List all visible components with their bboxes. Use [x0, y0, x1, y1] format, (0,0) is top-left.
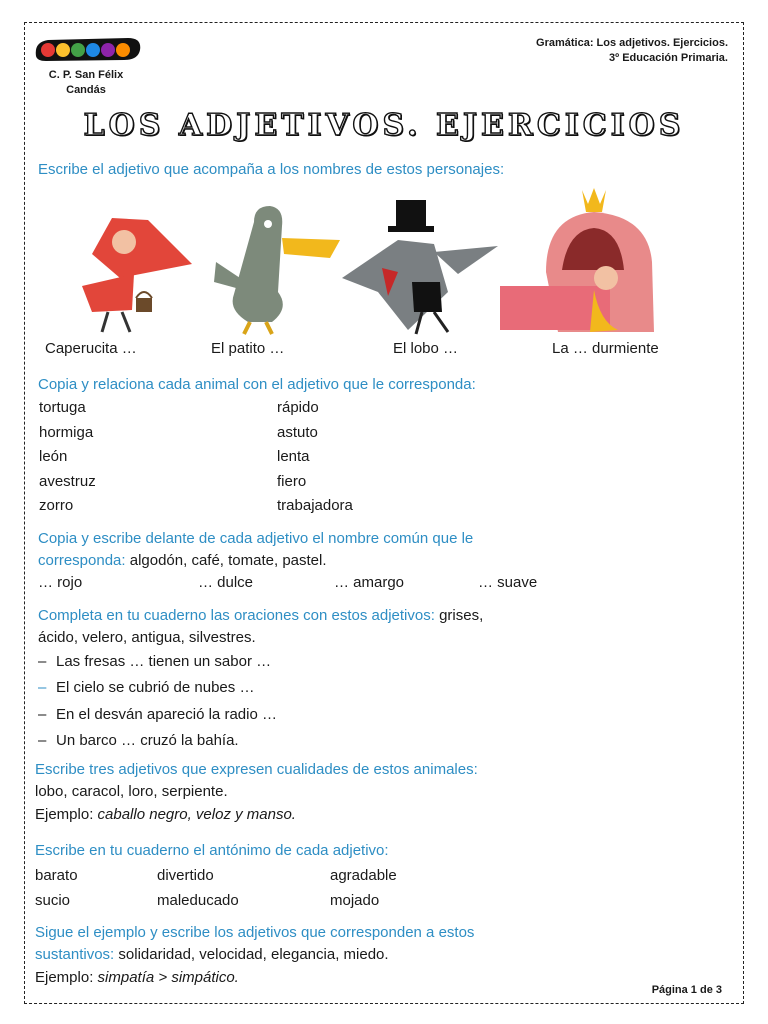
sec3-item: … dulce — [198, 574, 254, 591]
sentence-text: Un barco … cruzó la bahía. — [56, 732, 239, 749]
sec5-instruction — [35, 759, 478, 803]
school-line1: C. P. San Félix — [48, 69, 124, 81]
subject-line1: Gramática: Los adjetivos. Ejercicios. — [536, 37, 728, 49]
caption-durmiente: La … durmiente — [552, 340, 659, 357]
caption-lobo: El lobo … — [393, 340, 459, 357]
animal-item: avestruz — [39, 472, 96, 490]
antonym-col2 — [157, 863, 239, 913]
sleeping-beauty-illustration — [498, 182, 660, 338]
sec7-instruction-line2 — [35, 944, 474, 966]
animal-item: zorro — [39, 497, 74, 514]
sec7-instruction — [35, 922, 474, 966]
sec4-words-a: grises, — [439, 607, 484, 624]
sec2-instruction: Copia y relaciona cada animal con el adjetivo que le corresponda: — [38, 376, 476, 393]
animal-item: león — [39, 448, 68, 465]
sec3-instruction-line1: Copia y escribe delante de cada adjetivo el nombre común que le — [38, 530, 474, 547]
caption-patito: El patito … — [211, 340, 285, 357]
antonym-item: sucio — [35, 892, 71, 909]
antonym-col3 — [330, 863, 397, 913]
sec4-instruction — [38, 605, 483, 649]
adjective-item: rápido — [277, 399, 319, 416]
antonym-item: agradable — [330, 867, 397, 884]
adjective-item: fiero — [277, 472, 307, 490]
adjective-list — [277, 396, 353, 519]
sec3-item: … suave — [478, 574, 538, 591]
sentence-1 — [38, 653, 271, 670]
sec7-instruction-line2-text: sustantivos: — [35, 946, 115, 963]
subject-line2: 3º Educación Primaria. — [609, 52, 728, 64]
dash-marker: – — [38, 679, 47, 696]
red-riding-hood-illustration — [62, 182, 202, 338]
sec5-instruction-text: Escribe tres adjetivos que expresen cualidades de estos animales: — [35, 761, 478, 778]
antonym-item: mojado — [330, 892, 380, 909]
sec4-instruction-text: Completa en tu cuaderno las oraciones con estos adjetivos: — [38, 607, 435, 624]
page-number: Página 1 de 3 — [651, 984, 722, 996]
duckling-illustration — [210, 182, 350, 338]
antonym-item: divertido — [157, 867, 214, 884]
sentence-2 — [38, 679, 254, 696]
example-label: Ejemplo: — [35, 969, 94, 986]
school-name — [36, 68, 136, 98]
antonym-item: barato — [35, 867, 78, 884]
dash-marker: – — [38, 653, 47, 670]
example-text: simpatía > simpático. — [97, 969, 239, 986]
caption-caperucita: Caperucita … — [45, 340, 137, 357]
sec4-words-b: ácido, velero, antigua, silvestres. — [38, 629, 256, 646]
adjective-item: trabajadora — [277, 497, 353, 514]
dash-marker: – — [38, 732, 47, 749]
dash-marker: – — [38, 706, 47, 723]
sec3-instruction-line2-text: corresponda: — [38, 552, 126, 569]
animal-item: hormiga — [39, 423, 94, 441]
sec3-item: … rojo — [38, 574, 83, 591]
sentence-text: En el desván apareció la radio … — [56, 706, 277, 723]
sec1-instruction: Escribe el adjetivo que acompaña a los nombres de estos personajes: — [38, 161, 505, 178]
sec5-animals: lobo, caracol, loro, serpiente. — [35, 783, 228, 800]
sec3-item: … amargo — [334, 574, 405, 591]
antonym-col1 — [35, 863, 78, 913]
animal-item: tortuga — [39, 399, 86, 416]
sentence-text: El cielo se cubrió de nubes … — [56, 679, 255, 696]
sec7-words: solidaridad, velocidad, elegancia, miedo. — [118, 946, 389, 963]
wolf-illustration — [338, 182, 508, 338]
example-text: caballo negro, veloz y manso. — [97, 806, 296, 823]
sec6-instruction: Escribe en tu cuaderno el antónimo de cada adjetivo: — [35, 842, 389, 859]
animal-list — [39, 396, 96, 519]
page-title: LOS ADJETIVOS. EJERCICIOS — [83, 108, 685, 143]
sec4-instruction-line1 — [38, 605, 483, 627]
sec5-example — [35, 805, 296, 825]
sec3-instruction — [38, 528, 473, 572]
sentence-text: Las fresas … tienen un sabor … — [56, 653, 272, 670]
sentence-3 — [38, 706, 277, 723]
subject-header — [536, 36, 728, 66]
sec3-instruction-line2 — [38, 550, 473, 572]
sec7-instruction-line1: Sigue el ejemplo y escribe los adjetivos que corresponden a estos — [35, 924, 475, 941]
adjective-item: astuto — [277, 423, 318, 441]
example-label: Ejemplo: — [35, 806, 94, 823]
sec3-words: algodón, café, tomate, pastel. — [129, 552, 327, 569]
school-line2: Candás — [66, 84, 106, 96]
school-logo — [32, 34, 144, 64]
sentence-4 — [38, 732, 239, 749]
antonym-item: maleducado — [157, 892, 239, 909]
sec7-example — [35, 968, 239, 988]
adjective-item: lenta — [277, 448, 310, 465]
